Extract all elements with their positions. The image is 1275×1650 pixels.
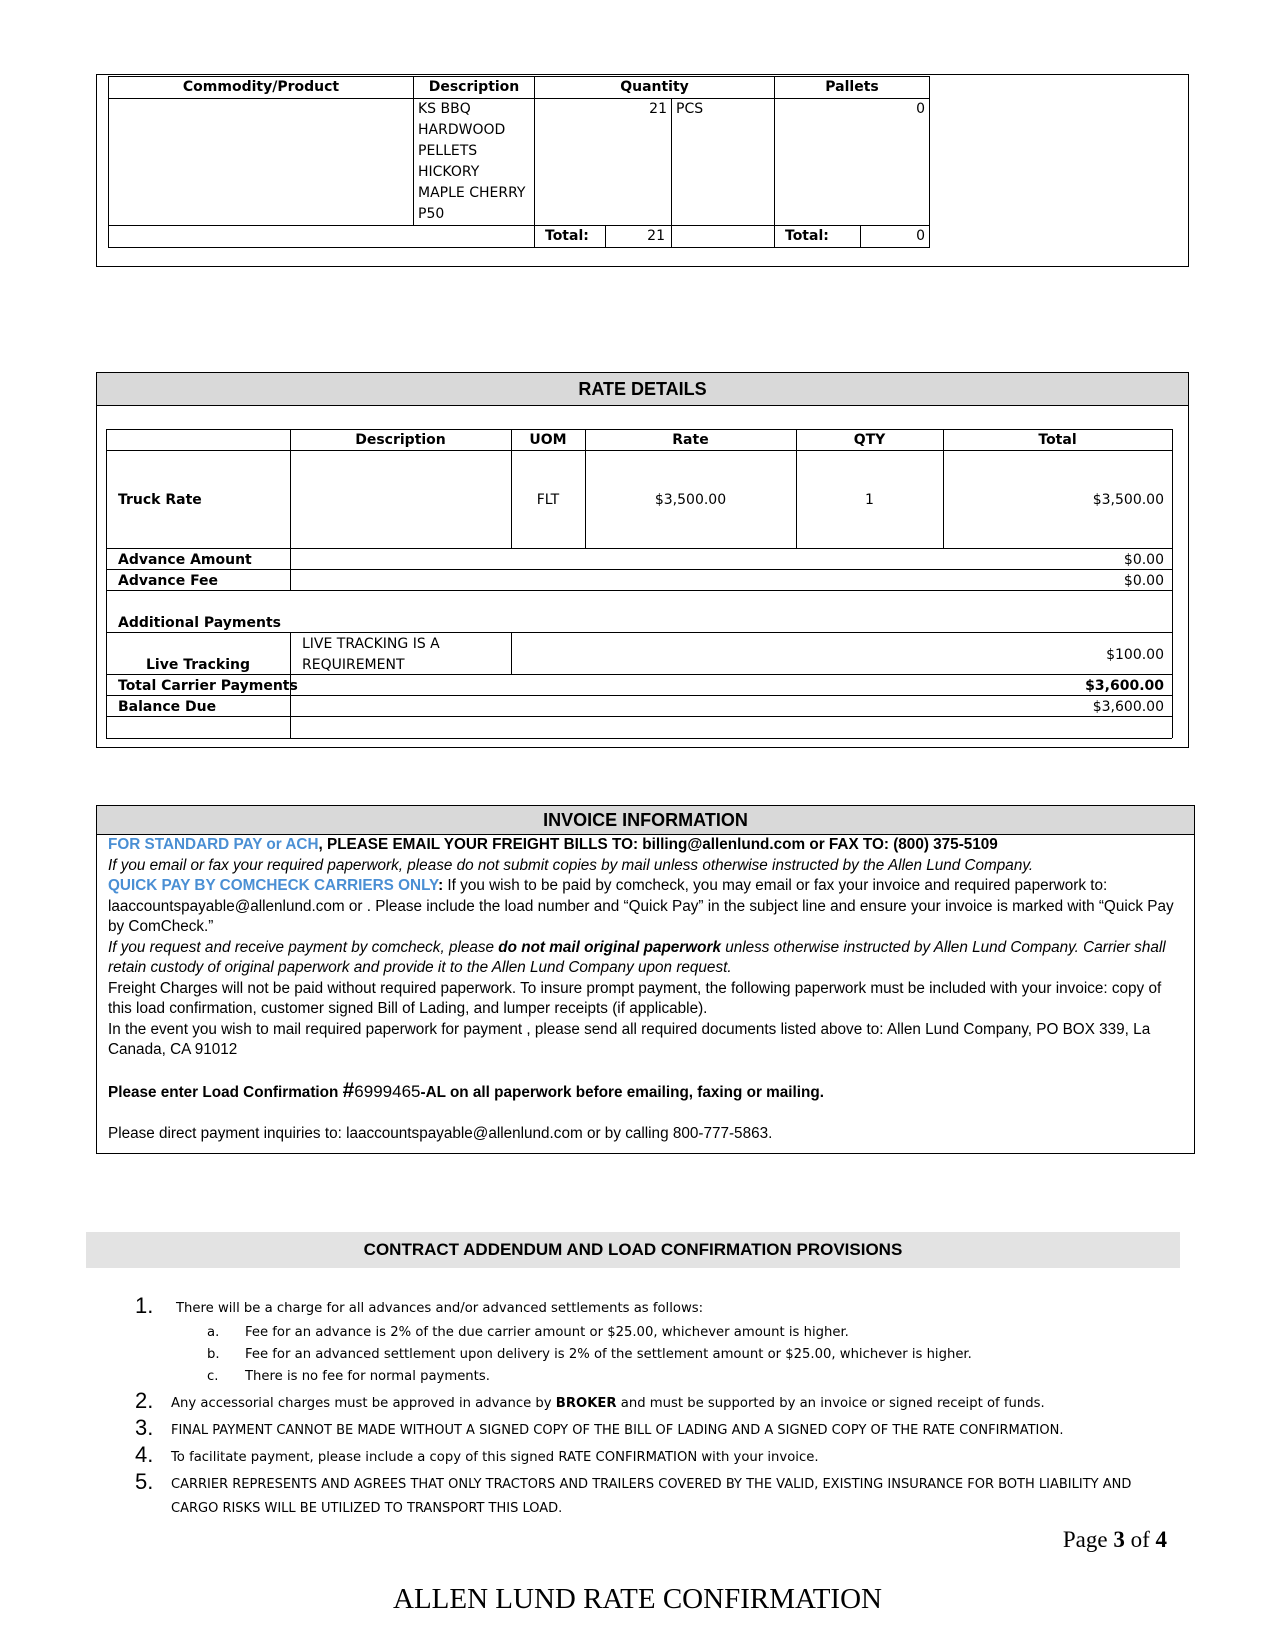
advance-amount: $0.00 <box>1123 552 1164 568</box>
commodity-row <box>109 99 930 226</box>
mail-paragraph: In the event you wish to mail required paperwork for payment , please send all required documents listed above to: Allen Lund Company, PO BOX 339, La Canada, CA 91012 <box>108 1020 1151 1058</box>
commodity-table <box>108 76 930 248</box>
item-number: 5. <box>135 1469 154 1494</box>
invoice-body <box>108 835 1188 1145</box>
page-of: of <box>1124 1527 1156 1552</box>
live-tracking-label: Live Tracking <box>146 657 250 673</box>
rate-details-title: RATE DETAILS <box>97 373 1188 406</box>
sub-item-a-text: Fee for an advance is 2% of the due carrier amount or $25.00, whichever amount is higher. <box>245 1325 849 1340</box>
item-2-text <box>171 1396 1045 1411</box>
commodity-cell <box>109 99 414 226</box>
truck-rate-label: Truck Rate <box>118 492 202 508</box>
total-qty: 21 <box>647 228 665 244</box>
quick-pay-text: If you wish to be paid by comcheck, you may email or fax your invoice and required paperwork to: laaccountspayable@allenlund.com or . Please include the load number and “Quick Pay” in the subject line and ensure your invoice is marked with “Quick Pay by ComCheck.” <box>108 877 1174 935</box>
comcheck-paragraph <box>108 938 1188 979</box>
item-2-text-2: and must be supported by an invoice or signed receipt of funds. <box>616 1396 1045 1411</box>
description-line: PELLETS <box>418 143 478 159</box>
comcheck-text-2: unless otherwise instructed by Allen Lund Company. Carrier shall retain custody of original paperwork and provide it to the Allen Lund Company upon request. <box>108 938 1166 976</box>
total-qty-cell <box>535 226 672 248</box>
load-confirmation-number: 6999465 <box>354 1081 421 1101</box>
quick-pay-label: QUICK PAY BY COMCHECK CARRIERS ONLY <box>108 877 439 894</box>
description-line: HARDWOOD <box>418 122 506 138</box>
sub-item-label: b. <box>207 1347 220 1362</box>
total-unit-spacer <box>672 226 775 248</box>
email-fax-note: If you email or fax your required paperwork, please do not submit copies by mail unless otherwise instructed by the Allen Lund Company. <box>108 856 1034 874</box>
rate-header-total: Total <box>1038 432 1077 448</box>
payment-inquiries: Please direct payment inquiries to: laaccountspayable@allenlund.com or by calling 800-777-5863. <box>108 1125 773 1142</box>
advance-amount-label: Advance Amount <box>118 552 252 568</box>
item-3-text: FINAL PAYMENT CANNOT BE MADE WITHOUT A SIGNED COPY OF THE BILL OF LADING AND A SIGNED COPY OF THE RATE CONFIRMATION. <box>171 1423 1064 1438</box>
item-2-text-1: Any accessorial charges must be approved in advance by <box>171 1396 556 1411</box>
commodity-header-row <box>109 77 930 99</box>
total-pallets: 0 <box>860 226 929 248</box>
balance-due-label: Balance Due <box>118 699 217 715</box>
item-number: 3. <box>135 1415 154 1440</box>
load-conf-hash: # <box>342 1078 355 1102</box>
truck-qty: 1 <box>865 492 874 508</box>
description-cell <box>414 99 535 226</box>
truck-total: $3,500.00 <box>1092 492 1164 508</box>
description-line: KS BBQ <box>418 101 471 117</box>
standard-pay-line <box>108 835 1188 856</box>
page-number <box>1063 1527 1167 1553</box>
quantity-unit: PCS <box>672 99 775 226</box>
header-description: Description <box>414 77 535 99</box>
item-number: 2. <box>135 1388 154 1413</box>
commodity-total-row <box>109 226 930 248</box>
load-confirmation-line <box>108 1078 1188 1104</box>
header-commodity: Commodity/Product <box>109 77 414 99</box>
sub-item-c-text: There is no fee for normal payments. <box>245 1369 490 1384</box>
rate-header-description: Description <box>355 432 446 448</box>
total-carrier-payments: $3,600.00 <box>1085 678 1164 694</box>
live-tracking-desc-2: REQUIREMENT <box>302 657 405 673</box>
live-tracking-amount: $100.00 <box>1106 647 1164 663</box>
description-line: HICKORY <box>418 164 480 180</box>
item-1-text: There will be a charge for all advances and/or advanced settlements as follows: <box>176 1301 704 1316</box>
rate-header-uom: UOM <box>529 432 567 448</box>
balance-due: $3,600.00 <box>1092 699 1164 715</box>
item-2-bold: BROKER <box>555 1396 617 1411</box>
quick-pay-paragraph <box>108 876 1188 938</box>
comcheck-bold: do not mail original paperwork <box>498 938 721 956</box>
quantity-value: 21 <box>535 99 672 226</box>
footer-title: ALLEN LUND RATE CONFIRMATION <box>393 1583 882 1615</box>
truck-rate: $3,500.00 <box>654 492 727 508</box>
comcheck-text-1: If you request and receive payment by comcheck, please <box>108 938 499 956</box>
sub-item-label: a. <box>207 1325 220 1340</box>
load-conf-text-1: Please enter Load Confirmation <box>108 1083 343 1101</box>
total-spacer <box>109 226 535 248</box>
total-label-pallets: Total: <box>775 226 861 248</box>
advance-fee-label: Advance Fee <box>118 573 219 589</box>
item-number: 4. <box>135 1442 154 1467</box>
header-quantity: Quantity <box>535 77 775 99</box>
item-4-text: To facilitate payment, please include a copy of this signed RATE CONFIRMATION with your invoice. <box>171 1450 819 1465</box>
advance-fee: $0.00 <box>1123 573 1164 589</box>
description-line: P50 <box>418 206 445 222</box>
standard-pay-text: , PLEASE EMAIL YOUR FREIGHT BILLS TO: billing@allenlund.com or FAX TO: (800) 375-5109 <box>318 836 998 853</box>
invoice-title: INVOICE INFORMATION <box>97 806 1194 835</box>
quick-pay-colon: : <box>438 877 444 894</box>
additional-payments-label: Additional Payments <box>118 615 281 631</box>
standard-pay-label: FOR STANDARD PAY or ACH <box>108 836 319 853</box>
page-total: 4 <box>1155 1527 1167 1552</box>
pallets-value: 0 <box>775 99 930 226</box>
header-pallets: Pallets <box>775 77 930 99</box>
rate-header-rate: Rate <box>672 432 709 448</box>
sub-item-label: c. <box>207 1369 219 1384</box>
sub-item-b-text: Fee for an advanced settlement upon delivery is 2% of the settlement amount or $25.00, whichever is higher. <box>245 1347 972 1362</box>
item-5-text-1: CARRIER REPRESENTS AND AGREES THAT ONLY TRACTORS AND TRAILERS COVERED BY THE VALID, EXISTING INSURANCE FOR BOTH LIABILITY AND <box>171 1477 1132 1492</box>
page-prefix: Page <box>1062 1527 1114 1552</box>
truck-uom: FLT <box>536 492 560 508</box>
total-carrier-label: Total Carrier Payments <box>118 678 298 694</box>
freight-charges-paragraph: Freight Charges will not be paid without required paperwork. To insure prompt payment, the following paperwork must be included with your invoice: copy of this load confirmation, customer signed Bill of Lading, and lumper receipts (if applicable). <box>108 979 1162 1017</box>
description-line: MAPLE CHERRY <box>418 185 526 201</box>
rate-header-qty: QTY <box>853 432 886 448</box>
item-5-text-2: CARGO RISKS WILL BE UTILIZED TO TRANSPORT THIS LOAD. <box>171 1501 563 1516</box>
page-current: 3 <box>1113 1527 1125 1552</box>
addendum-title: CONTRACT ADDENDUM AND LOAD CONFIRMATION PROVISIONS <box>86 1232 1180 1268</box>
item-number: 1. <box>135 1293 154 1318</box>
live-tracking-desc-1: LIVE TRACKING IS A <box>302 636 440 652</box>
load-conf-text-2: -AL on all paperwork before emailing, faxing or mailing. <box>420 1083 824 1101</box>
total-label-qty: Total: <box>535 226 606 247</box>
